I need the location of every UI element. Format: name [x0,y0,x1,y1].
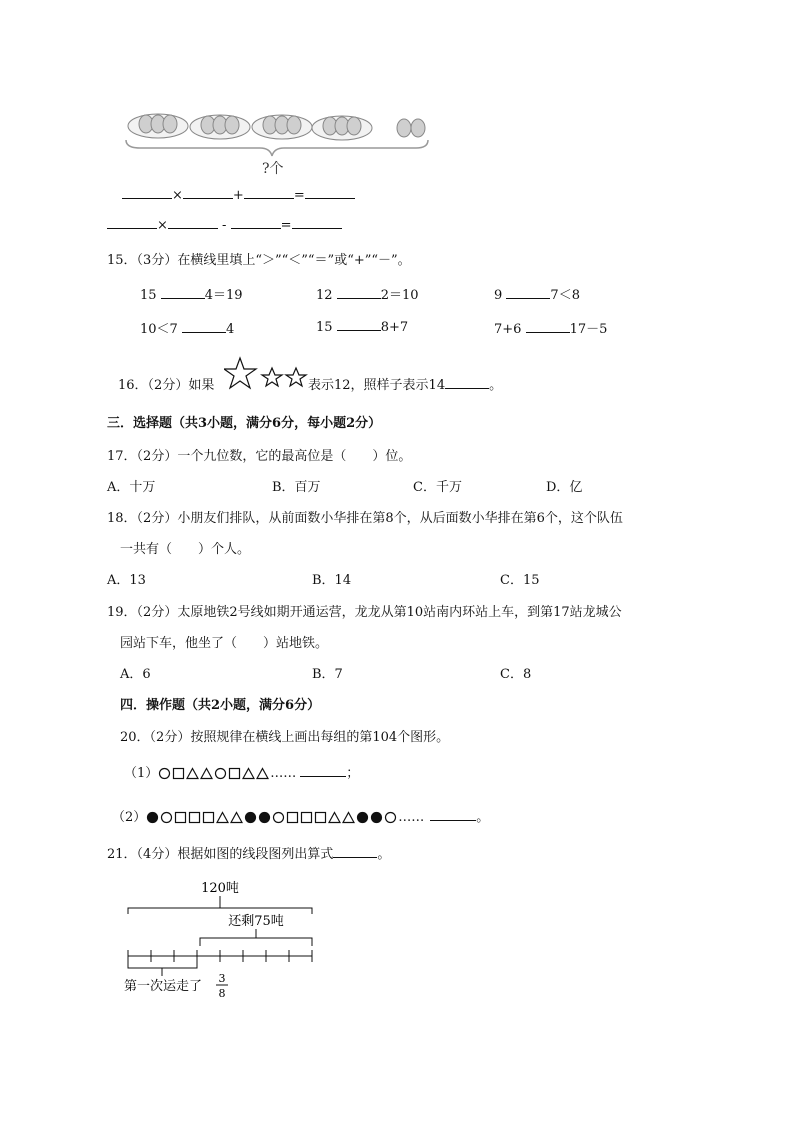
answer-blank[interactable] [333,845,377,858]
total-brace [128,908,312,914]
triangle-icon [342,811,355,824]
filled-circle-icon [244,811,257,824]
answer-blank[interactable] [231,216,281,229]
q17-option-d[interactable]: D．亿 [546,480,583,495]
q19-option-b[interactable]: B．7 [312,667,343,682]
first-brace [128,962,197,968]
fraction-numerator: 3 [218,972,226,985]
pepper-loose [397,119,425,137]
filled-circle-icon [258,811,271,824]
blank-row-2: × - = [107,216,342,233]
q17-option-a[interactable]: A．十万 [107,480,156,495]
remain-label: 还剩75吨 [228,914,284,929]
q18-stem-line2: 一共有（ ）个人。 [120,542,251,557]
q15-item: 15 4＝19 [140,288,243,303]
answer-blank[interactable] [445,376,489,389]
circle-icon [272,811,285,824]
answer-blank[interactable] [122,186,172,199]
answer-blank[interactable] [168,216,218,229]
star-icon [286,368,306,386]
total-label: 120吨 [201,881,239,896]
q19-stem-line2: 园站下车，他坐了（ ）站地铁。 [120,636,329,651]
circle-icon [384,811,397,824]
q21-stem: 21．（4分）根据如图的线段图列出算式 。 [107,847,391,862]
q20-stem: 20．（2分）按照规律在横线上画出每组的第104个图形。 [120,730,450,745]
triangle-icon [256,767,269,780]
pepper-plate [128,114,188,138]
q20-line2: （2） …… 。 [112,810,490,825]
q15-item: 12 2＝10 [316,288,419,303]
q19-option-a[interactable]: A．6 [120,667,151,682]
first-label: 第一次运走了 [124,979,203,994]
filled-circle-icon [356,811,369,824]
q16-rest: 表示12，照样子表示14 。 [308,378,503,393]
answer-blank[interactable] [107,216,157,229]
q17-option-b[interactable]: B．百万 [272,480,321,495]
answer-blank[interactable] [430,808,476,821]
star-icon [262,368,282,386]
q18-option-b[interactable]: B．14 [312,573,352,588]
q20-line1: （1） …… ； [124,766,360,781]
square-icon [228,767,241,780]
circle-icon [214,767,227,780]
q15-item: 9 7＜8 [494,288,580,303]
triangle-icon [230,811,243,824]
answer-blank[interactable] [300,764,346,777]
answer-blank[interactable] [337,286,381,299]
answer-blank[interactable] [305,186,355,199]
answer-blank[interactable] [161,286,205,299]
triangle-icon [200,767,213,780]
shape-sequence-1 [158,766,270,781]
square-icon [202,811,215,824]
star-icon-large [224,358,256,388]
filled-circle-icon [146,811,159,824]
square-icon [172,767,185,780]
brace [126,140,428,156]
answer-blank[interactable] [183,186,233,199]
square-icon [300,811,313,824]
q15-stem: 15．（3分）在横线里填上“＞”“＜”“＝”或“+”“－”。 [107,253,411,268]
q15-item: 15 8+7 [316,320,409,335]
q19-option-c[interactable]: C．8 [500,667,532,682]
triangle-icon [328,811,341,824]
section-4-heading: 四．操作题（共2小题，满分6分） [120,698,321,713]
line-segment-diagram [118,872,328,1004]
q16-stem: 16．（2分）如果 [118,378,215,393]
q19-stem-line1: 19．（2分）太原地铁2号线如期开通运营，龙龙从第10站南内环站上车，到第17站龙城公 [107,605,622,620]
triangle-icon [186,767,199,780]
section-3-heading: 三．选择题（共3小题，满分6分，每小题2分） [107,416,382,431]
q15-item: 10＜7 4 [140,322,235,337]
square-icon [174,811,187,824]
fraction-denominator: 8 [218,987,226,1000]
remain-brace [200,938,312,946]
square-icon [188,811,201,824]
q18-option-c[interactable]: C．15 [500,573,540,588]
answer-blank[interactable] [526,320,570,333]
answer-blank[interactable] [506,286,550,299]
pepper-plate [252,115,312,139]
answer-blank[interactable] [337,318,381,331]
q18-option-a[interactable]: A．13 [107,573,146,588]
q15-item: 7+6 17－5 [494,322,608,337]
pepper-plate [190,115,250,139]
answer-blank[interactable] [182,320,226,333]
circle-icon [160,811,173,824]
blank-row-1: × + = [122,186,355,203]
question-count-label: ?个 [262,161,284,177]
pepper-plate [312,116,372,140]
triangle-icon [216,811,229,824]
square-icon [286,811,299,824]
circle-icon [158,767,171,780]
q18-stem-line1: 18．（2分）小朋友们排队，从前面数小华排在第8个，从后面数小华排在第6个，这个队伍 [107,511,623,526]
triangle-icon [242,767,255,780]
square-icon [314,811,327,824]
answer-blank[interactable] [292,216,342,229]
shape-sequence-2 [146,810,398,825]
filled-circle-icon [370,811,383,824]
answer-blank[interactable] [244,186,294,199]
stars-figure [224,356,308,392]
q17-stem: 17．（2分）一个九位数，它的最高位是（ ）位。 [107,449,412,464]
q17-option-c[interactable]: C．千万 [413,480,462,495]
